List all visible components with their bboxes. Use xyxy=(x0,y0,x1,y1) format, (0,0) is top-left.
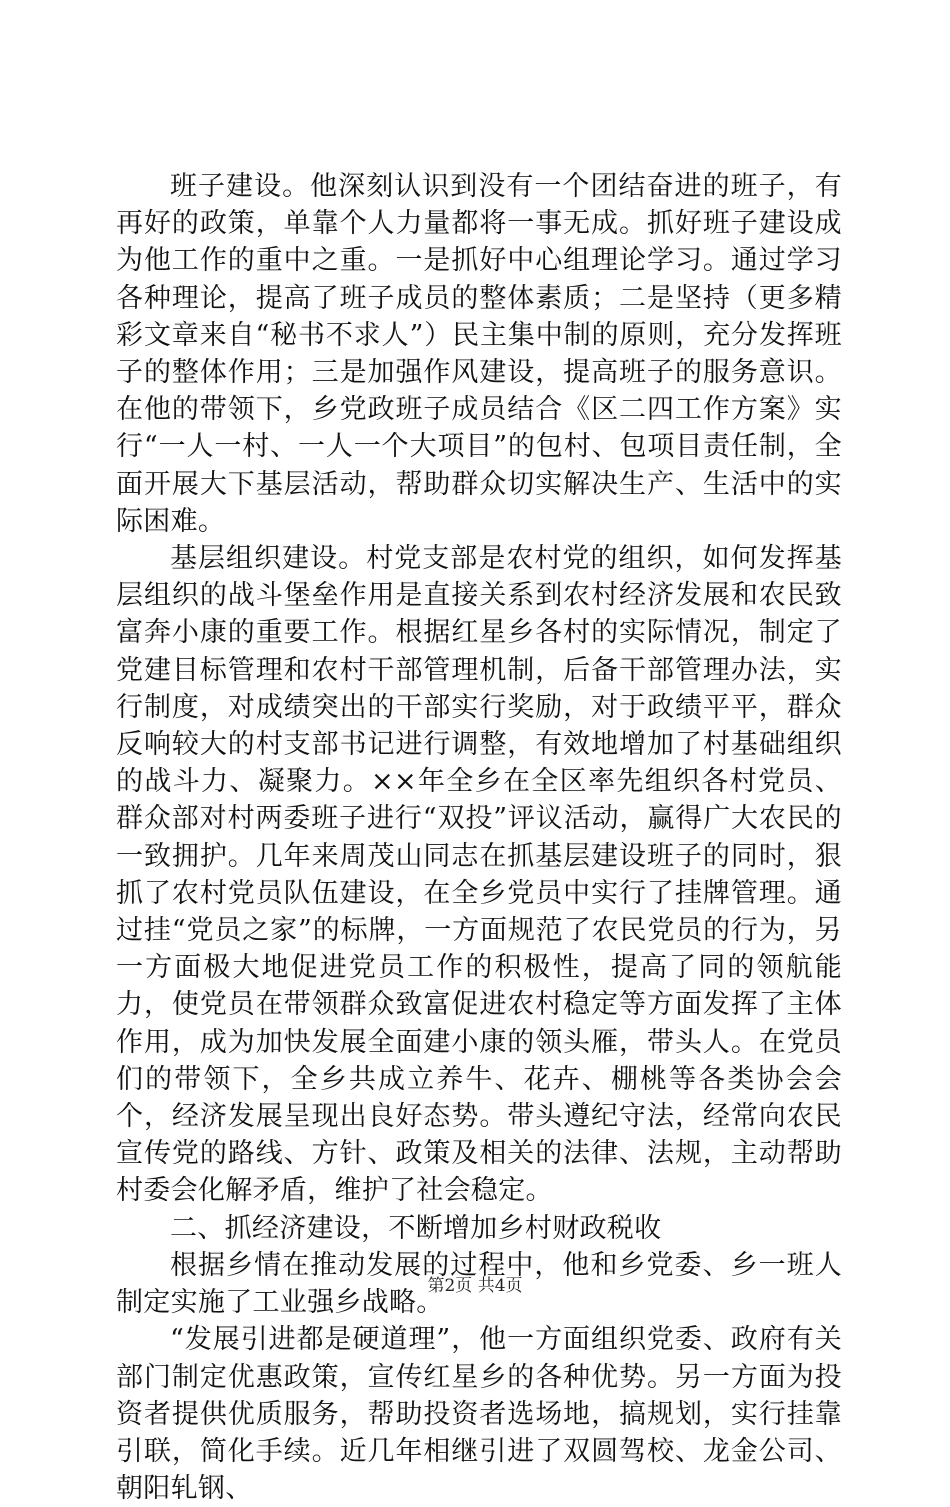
paragraph-grassroots-organization: 基层组织建设。村党支部是农村党的组织，如何发挥基层组织的战斗堡垒作用是直接关系到农村经济发展和农民致富奔小康的重要工作。根据红星乡各村的实际情况，制定了党建目标管理和农村干部管理机制，后备干部管理办法，实行制度，对成绩突出的干部实行奖励，对于政绩平平，群众反响较大的村支部书记进行调整，有效地增加了村基础组织的战斗力、凝聚力。××年全乡在全区率先组织各村党员、群众部对村两委班子进行“双投”评议活动，赢得广大农民的一致拥护。几年来周茂山同志在抓基层建设班子的同时，狠抓了农村党员队伍建设，在全乡党员中实行了挂牌管理。通过挂“党员之家”的标牌，一方面规范了农民党员的行为，另一方面极大地促进党员工作的积极性，提高了同的领航能力，使党员在带领群众致富促进农村稳定等方面发挥了主体作用，成为加快发展全面建小康的领头雁，带头人。在党员们的带领下，全乡共成立养牛、花卉、棚桃等各类协会会个，经济发展呈现出良好态势。带头遵纪守法，经常向农民宣传党的路线、方针、政策及相关的法律、法规，主动帮助村委会化解矛盾，维护了社会稳定。 xyxy=(116,543,842,1207)
document-body xyxy=(116,168,842,1507)
page-footer: 第2页 共4页 xyxy=(427,1276,523,1296)
section-heading-economic-construction: 二、抓经济建设，不断增加乡村财政税收 xyxy=(170,1212,662,1244)
paragraph-industrial-strategy: 根据乡情在推动发展的过程中，他和乡党委、乡一班人制定实施了工业强乡战略。 xyxy=(116,1249,842,1319)
paragraph-investment-attraction: “发展引进都是硬道理”，他一方面组织党委、政府有关部门制定优惠政策，宣传红星乡的各种优势。另一方面为投资者提供优质服务，帮助投资者选场地，搞规划，实行挂靠引联，简化手续。近几年相继引进了双圆驾校、龙金公司、朝阳轧钢、 xyxy=(116,1324,842,1505)
paragraph-team-building: 班子建设。他深刻认识到没有一个团结奋进的班子，有再好的政策，单靠个人力量都将一事无成。抓好班子建设成为他工作的重中之重。一是抓好中心组理论学习。通过学习各种理论，提高了班子成员的整体素质；二是坚持（更多精彩文章来自“秘书不求人”）民主集中制的原则，充分发挥班子的整体作用；三是加强作风建设，提高班子的服务意识。在他的带领下，乡党政班子成员结合《区二四工作方案》实行“一人一村、一人一个大项目”的包村、包项目责任制，全面开展大下基层活动，帮助群众切实解决生产、生活中的实际困难。 xyxy=(116,171,842,537)
